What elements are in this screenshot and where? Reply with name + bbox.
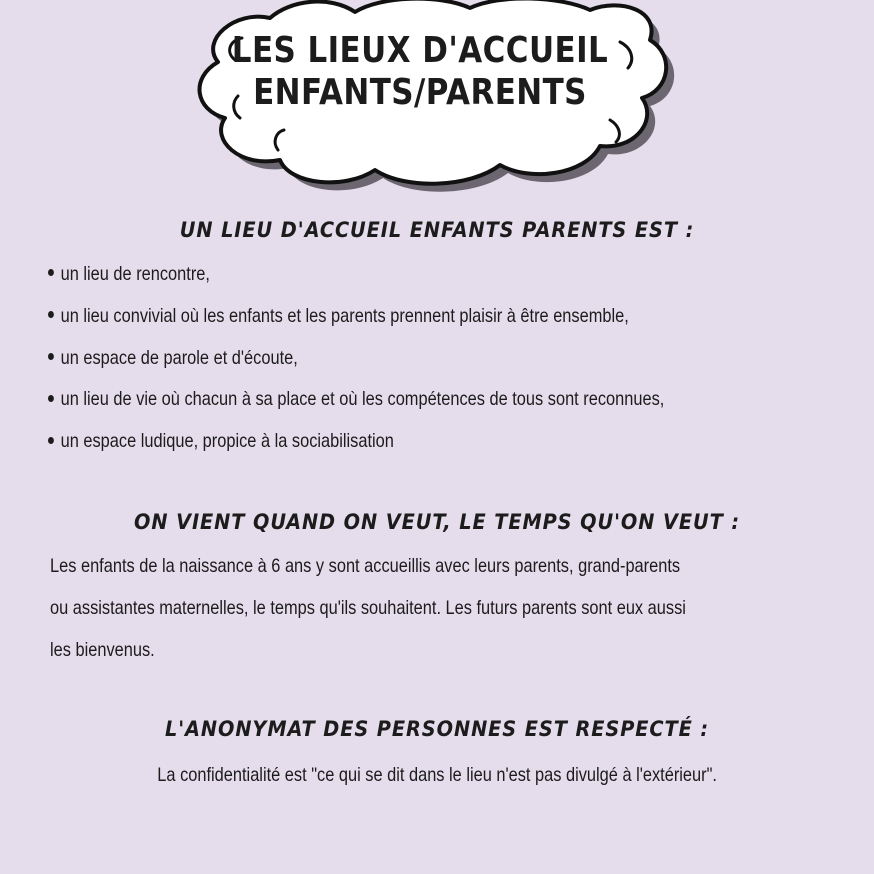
page-title-line-2: ENFANTS/PARENTS: [253, 72, 587, 113]
section-heading-quand: ON VIENT QUAND ON VEUT, LE TEMPS QU'ON VEUT :: [133, 510, 741, 534]
list-item-text: un espace de parole et d'écoute,: [60, 346, 298, 369]
list-item: [48, 381, 848, 423]
list-item: [48, 298, 848, 340]
list-item-text: un lieu de rencontre,: [60, 263, 210, 285]
bullet-icon: [48, 269, 54, 276]
list-item-text: un lieu convivial où les enfants et les parents prennent plaisir à être ensemble,: [60, 304, 629, 327]
paragraph-line: Les enfants de la naissance à 6 ans y sont accueillis avec leurs parents, grand-parents: [50, 555, 681, 577]
page-title-line-1: LES LIEUX D'ACCUEIL: [231, 30, 609, 71]
section-heading-lieu: UN LIEU D'ACCUEIL ENFANTS PARENTS EST :: [179, 218, 695, 242]
paragraph-anonymat: [0, 754, 874, 796]
bullet-icon: [48, 353, 54, 360]
paragraph-line: les bienvenus.: [50, 639, 155, 661]
bullet-icon: [48, 437, 54, 444]
list-item-text: un lieu de vie où chacun à sa place et où les compétences de tous sont reconnues,: [60, 388, 665, 411]
list-item: [48, 256, 848, 298]
paragraph-quand: [50, 545, 840, 671]
page-title: [231, 30, 609, 114]
bullet-list: [48, 256, 848, 465]
section-heading-anonymat: L'ANONYMAT DES PERSONNES EST RESPECTÉ :: [164, 717, 710, 741]
list-item: [48, 423, 848, 465]
paragraph-line: La confidentialité est "ce qui se dit dans le lieu n'est pas divulgé à l'extérieur".: [157, 764, 717, 786]
bullet-icon: [48, 395, 54, 402]
bullet-icon: [48, 311, 54, 318]
paragraph-line: ou assistantes maternelles, le temps qu'ils souhaitent. Les futurs parents sont eux aussi: [50, 597, 686, 619]
list-item: [48, 340, 848, 382]
list-item-text: un espace ludique, propice à la sociabilisation: [60, 430, 394, 453]
